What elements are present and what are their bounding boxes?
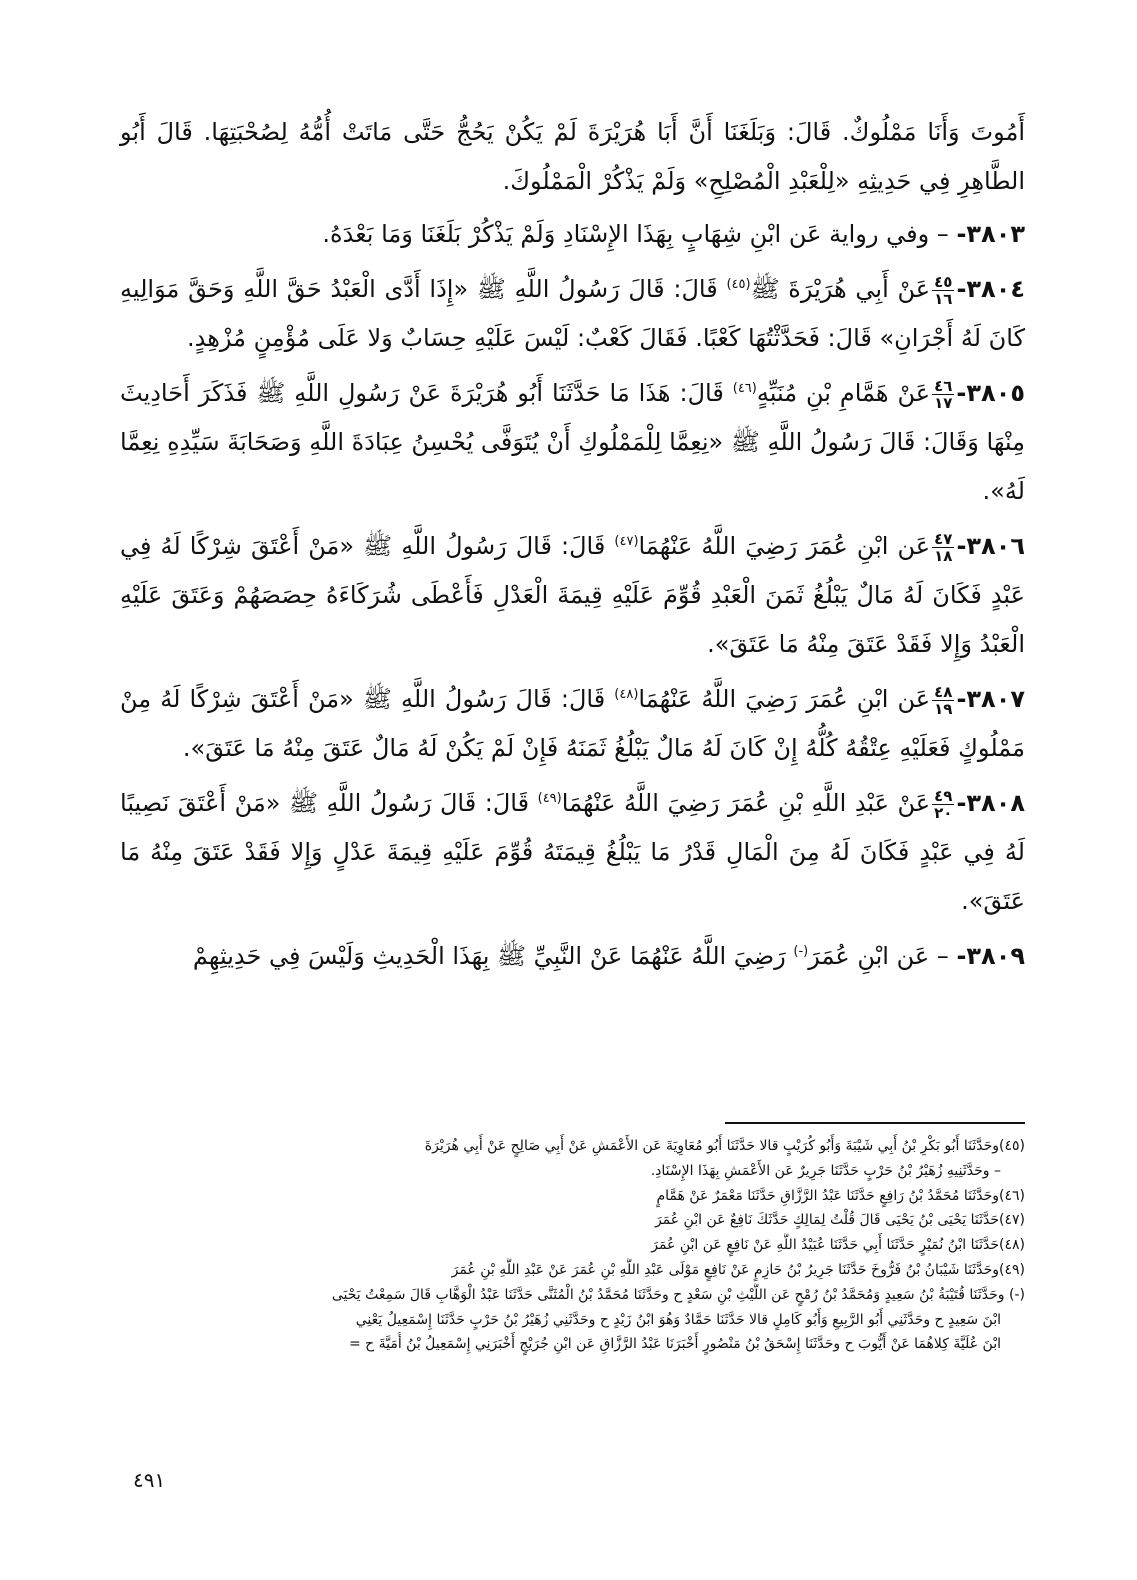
hadith-text: – عَن ابْنِ عُمَرَ (808, 942, 949, 970)
fraction-top: ٤٦ (934, 376, 953, 395)
footnote: ابْنَ سَعِيدٍ ح وحَدَّثَنِي أَبُو الرَّبِيعِ وَأَبُو كَامِلٍ قالا حَدَّثَنَا حَمَّادٌ وَهُوَ ابْنُ زَيْدٍ ح وحَدَّثَنِي زُهَيْرُ بْنُ حَرْبٍ حَدَّثَنَا إِسْمَعِيلُ يَعْنِي (355, 1311, 1001, 1328)
cross-reference-fraction (932, 682, 954, 718)
hadith-number: ٣٨٠٦- (956, 532, 1025, 560)
fraction-top: ٤٧ (934, 529, 953, 548)
paragraph-text: أَمُوتَ وَأَنَا مَمْلُوكٌ. قَالَ: وَبَلَغَنَا أَنَّ أَبَا هُرَيْرَةَ لَمْ يَكُنْ يَحُجُّ حَتَّى مَاتَتْ أُمُّهُ لِصُحْبَتِهَا. قَالَ أَبُو الطَّاهِرِ فِي حَدِيثِهِ «لِلْعَبْدِ الْمُصْلِحِ» وَلَمْ يَذْكُرْ الْمَمْلُوكَ. (120, 118, 1025, 195)
hadith-text: – وفي رواية عَن ابْنِ شِهَابٍ بِهَذَا الإِسْنَادِ وَلَمْ يَذْكُرْ بَلَغَنَا وَمَا بَعْدَهُ. (322, 220, 949, 248)
footnote: – وحَدَّثَنِيهِ زُهَيْرُ بْنُ حَرْبٍ حَدَّثَنَا جَرِيرٌ عَن الأَعْمَشِ بِهَذَا الإِسْنَادِ. (650, 1162, 1001, 1179)
footnote-ref: (٤٨) (614, 687, 639, 702)
footnote: (-) وحَدَّثَنَا قُتَيْبَةُ بْنُ سَعِيدٍ وَمُحَمَّدُ بْنُ رُمْحٍ عَن اللَّيْثِ بْنِ سَعْدٍ ح وحَدَّثَنَا مُحَمَّدُ بْنُ الْمُثَنَّى حَدَّثَنَا عَبْدُ الْوَهَّابِ قَالَ سَمِعْتُ يَحْيَى (331, 1286, 1025, 1303)
footnotes (120, 1134, 1025, 1357)
cross-reference-fraction (932, 272, 954, 308)
hadith-3806 (120, 522, 1025, 669)
hadith-text: عَن ابْنِ عُمَرَ رَضِيَ اللَّهُ عَنْهُمَا (638, 532, 931, 560)
footnote: (٤٩)وحَدَّثَنَا شَيْبَانُ بْنُ فَرُّوخَ حَدَّثَنَا جَرِيرُ بْنُ حَازِمٍ عَنْ نَافِعٍ مَوْلَى عَبْدِ اللَّهِ بْنِ عُمَرَ عَنْ عَبْدِ اللَّهِ بْنِ عُمَرَ (451, 1261, 1025, 1278)
footnote: (٤٦)وحَدَّثَنَا مُحَمَّدُ بْنُ رَافِعٍ حَدَّثَنَا عَبْدُ الرَّزَّاقِ حَدَّثَنَا مَعْمَرٌ عَنْ هَمَّامٍ (656, 1187, 1025, 1204)
fraction-bottom: ١٦ (934, 289, 953, 308)
cross-reference-fraction (932, 376, 954, 412)
fraction-bottom: ٢٠ (934, 803, 953, 822)
footnote-ref: (٤٧) (614, 534, 639, 549)
footnote: (٤٧)حَدَّثَنَا يَحْيَى بْنُ يَحْيَى قَالَ قُلْتُ لِمَالِكٍ حَدَّثَكَ نَافِعٌ عَن ابْنِ عُمَرَ (654, 1212, 1025, 1229)
hadith-text: قَالَ: هَذَا مَا حَدَّثَنَا أَبُو هُرَيْرَةَ عَنْ رَسُولِ اللَّهِ ﷺ فَذَكَرَ أَحَادِيثَ مِنْهَا وَقَالَ: قَالَ رَسُولُ اللَّهِ ﷺ «نِعِمَّا لِلْمَمْلُوكِ أَنْ يُتَوَفَّى يُحْسِنُ عِبَادَةَ اللَّهِ وَصَحَابَةَ سَيِّدِهِ نِعِمَّا لَهُ». (120, 379, 1025, 505)
footnote: (٤٨)حَدَّثَنَا ابْنُ نُمَيْرٍ حَدَّثَنَا أَبِي حَدَّثَنَا عُبَيْدُ اللَّهِ عَنْ نَافِعٍ عَن ابْنِ عُمَرَ (651, 1237, 1025, 1254)
hadith-3807 (120, 675, 1025, 773)
hadith-3803 (120, 210, 1025, 259)
fraction-bottom: ١٨ (934, 546, 953, 565)
hadith-3804 (120, 265, 1025, 363)
page-number: ٤٩١ (133, 1468, 166, 1492)
hadith-text: قَالَ: قَالَ رَسُولُ اللَّهِ ﷺ «مَنْ أَعْتَقَ شِرْكًا لَهُ فِي عَبْدٍ فَكَانَ لَهُ مَالٌ يَبْلُغُ ثَمَنَ الْعَبْدِ قُوِّمَ عَلَيْهِ قِيمَةَ الْعَدْلِ فَأَعْطَى شُرَكَاءَهُ حِصَصَهُمْ وَعَتَقَ عَلَيْهِ الْعَبْدُ وَإِلا فَقَدْ عَتَقَ مِنْهُ مَا عَتَقَ». (120, 532, 1025, 658)
hadith-number: ٣٨٠٣- (956, 220, 1025, 248)
footnote: (٤٥)وحَدَّثَنَا أَبُو بَكْرِ بْنُ أَبِي شَيْبَةَ وَأَبُو كُرَيْبٍ قالا حَدَّثَنَا أَبُو مُعَاوِيَةَ عَن الأَعْمَشِ عَنْ أَبِي صَالِحٍ عَنْ أَبِي هُرَيْرَةَ (424, 1138, 1025, 1154)
hadith-3809 (120, 932, 1025, 981)
hadith-text: قَالَ: قَالَ رَسُولُ اللَّهِ ﷺ «إِذَا أَدَّى الْعَبْدُ حَقَّ اللَّهِ وَحَقَّ مَوَالِيهِ كَانَ لَهُ أَجْرَانِ» قَالَ: فَحَدَّثْتُهَا كَعْبًا. فَقَالَ كَعْبٌ: لَيْسَ عَلَيْهِ حِسَابٌ وَلا عَلَى مُؤْمِنٍ مُزْهِدٍ. (120, 275, 1025, 352)
footnote: ابْنَ عُلَيَّةَ كِلاهُمَا عَنْ أَيُّوبَ ح وحَدَّثَنَا إِسْحَقُ بْنُ مَنْصُورٍ أَخْبَرَنَا عَبْدُ الرَّزَّاقِ عَن ابْنِ جُرَيْجٍ أَخْبَرَنِي إِسْمَعِيلُ بْنُ أُمَيَّةَ ح = (348, 1336, 1001, 1353)
hadith-text: عَن ابْنِ عُمَرَ رَضِيَ اللَّهُ عَنْهُمَا (638, 685, 931, 713)
hadith-number: ٣٨٠٤- (956, 275, 1025, 303)
cross-reference-fraction (932, 786, 954, 822)
footnote-divider (725, 1122, 1025, 1124)
hadith-3808 (120, 779, 1025, 926)
footnote-ref: (-) (793, 944, 809, 959)
hadith-number: ٣٨٠٥- (956, 379, 1025, 407)
hadith-text: عَنْ عَبْدِ اللَّهِ بْنِ عُمَرَ رَضِيَ اللَّهُ عَنْهُمَا (561, 789, 931, 817)
paragraph-continued (120, 108, 1025, 206)
hadith-number: ٣٨٠٩- (956, 942, 1025, 970)
hadith-number: ٣٨٠٧- (956, 685, 1025, 713)
hadith-text: عَنْ أَبِي هُرَيْرَةَ ﷺ (750, 275, 931, 303)
fraction-bottom: ١٩ (934, 699, 953, 718)
footnote-ref: (٤٥) (726, 277, 751, 292)
hadith-text: قَالَ: قَالَ رَسُولُ اللَّهِ ﷺ «مَنْ أَعْتَقَ نَصِيبًا لَهُ فِي عَبْدٍ فَكَانَ لَهُ مِنَ الْمَالِ قَدْرُ مَا يَبْلُغُ قِيمَتَهُ قُوِّمَ عَلَيْهِ قِيمَةَ عَدْلٍ وَإِلا فَقَدْ عَتَقَ مِنْهُ مَا عَتَقَ». (120, 789, 1025, 915)
main-text (120, 108, 1025, 987)
fraction-top: ٤٥ (934, 272, 953, 291)
hadith-text: قَالَ: قَالَ رَسُولُ اللَّهِ ﷺ «مَنْ أَعْتَقَ شِرْكًا لَهُ مِنْ مَمْلُوكٍ فَعَلَيْهِ عِتْقُهُ كُلُّهُ إِنْ كَانَ لَهُ مَالٌ يَبْلُغُ ثَمَنَهُ فَإِنْ لَمْ يَكُنْ لَهُ مَالٌ عَتَقَ مِنْهُ مَا عَتَقَ». (120, 685, 1025, 762)
footnote-ref: (٤٩) (537, 791, 562, 806)
fraction-top: ٤٩ (934, 786, 953, 805)
cross-reference-fraction (932, 529, 954, 565)
fraction-top: ٤٨ (934, 682, 953, 701)
hadith-number: ٣٨٠٨- (956, 789, 1025, 817)
hadith-text: عَنْ هَمَّامِ بْنِ مُنَبِّهٍ (756, 379, 931, 407)
hadith-text: رَضِيَ اللَّهُ عَنْهُمَا عَنْ النَّبِيِّ ﷺ بِهَذَا الْحَدِيثِ وَلَيْسَ فِي حَدِيثِهِمْ (192, 942, 786, 970)
footnote-ref: (٤٦) (732, 381, 757, 396)
fraction-bottom: ١٧ (934, 393, 953, 412)
hadith-3805 (120, 369, 1025, 516)
